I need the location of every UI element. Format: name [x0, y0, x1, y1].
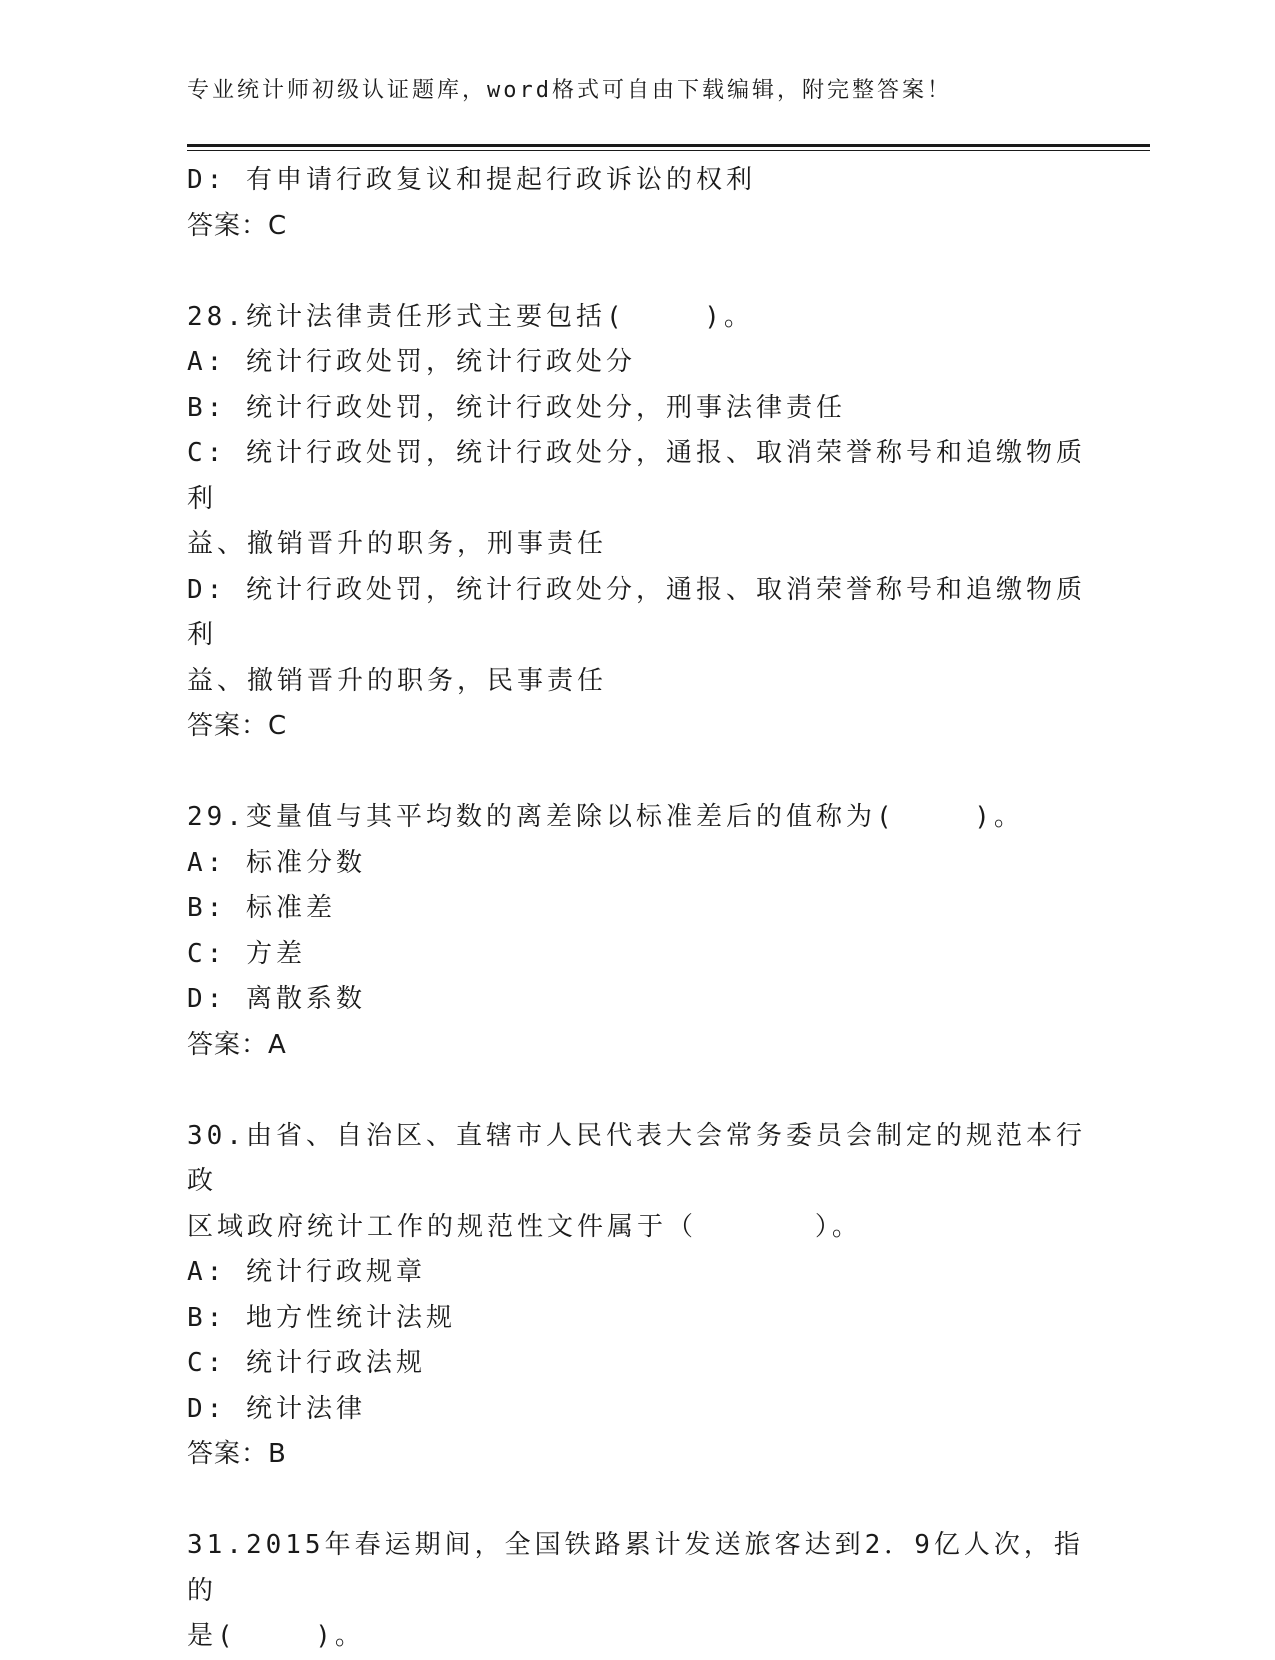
q31-question-line1: 31.2015年春运期间，全国铁路累计发送旅客达到2．9亿人次，指的 — [187, 1530, 1084, 1606]
q29-option-b: B: 标准差 — [187, 893, 336, 923]
q30-question-line1: 30.由省、自治区、直辖市人民代表大会常务委员会制定的规范本行政 — [187, 1120, 1086, 1196]
q28-option-d-line1: D: 统计行政处罚，统计行政处分，通报、取消荣誉称号和追缴物质利 — [187, 574, 1086, 650]
page-header: 专业统计师初级认证题库，word格式可自由下载编辑，附完整答案！ — [187, 78, 952, 103]
q29-option-d: D: 离散系数 — [187, 984, 366, 1014]
spacer — [187, 249, 1087, 295]
q29-option-c: C: 方差 — [187, 938, 306, 969]
q29-answer: 答案：A — [187, 1029, 287, 1060]
q28-question: 28.统计法律责任形式主要包括( )。 — [187, 301, 754, 332]
spacer — [187, 1068, 1087, 1114]
q29-option-a: A: 标准分数 — [187, 847, 366, 878]
header-rule-thin — [187, 150, 1150, 151]
q30-answer: 答案：B — [187, 1439, 287, 1469]
prev-option-d: D: 有申请行政复议和提起行政诉讼的权利 — [187, 165, 756, 195]
spacer — [187, 750, 1087, 796]
q30-option-d: D: 统计法律 — [187, 1393, 366, 1424]
q28-option-c-line2: 益、撤销晋升的职务，刑事责任 — [187, 529, 608, 559]
q31-question-line2: 是( )。 — [187, 1621, 365, 1651]
q29-question: 29.变量值与其平均数的离差除以标准差后的值称为( )。 — [187, 802, 1024, 832]
q30-option-a: A: 统计行政规章 — [187, 1257, 426, 1287]
prev-answer: 答案：C — [187, 210, 288, 241]
q28-answer: 答案：C — [187, 711, 288, 741]
question-content — [187, 158, 1087, 1660]
q28-option-a: A: 统计行政处罚，统计行政处分 — [187, 347, 636, 377]
q30-question-line2: 区域政府统计工作的规范性文件属于（ ）。 — [187, 1211, 862, 1242]
q28-option-c-line1: C: 统计行政处罚，统计行政处分，通报、取消荣誉称号和追缴物质利 — [187, 438, 1086, 514]
header-rule-thick — [187, 144, 1150, 147]
q30-option-c: C: 统计行政法规 — [187, 1348, 426, 1378]
q28-option-b: B: 统计行政处罚，统计行政处分，刑事法律责任 — [187, 392, 846, 423]
spacer — [187, 1478, 1087, 1524]
q28-option-d-line2: 益、撤销晋升的职务，民事责任 — [187, 665, 608, 696]
q30-option-b: B: 地方性统计法规 — [187, 1302, 456, 1333]
